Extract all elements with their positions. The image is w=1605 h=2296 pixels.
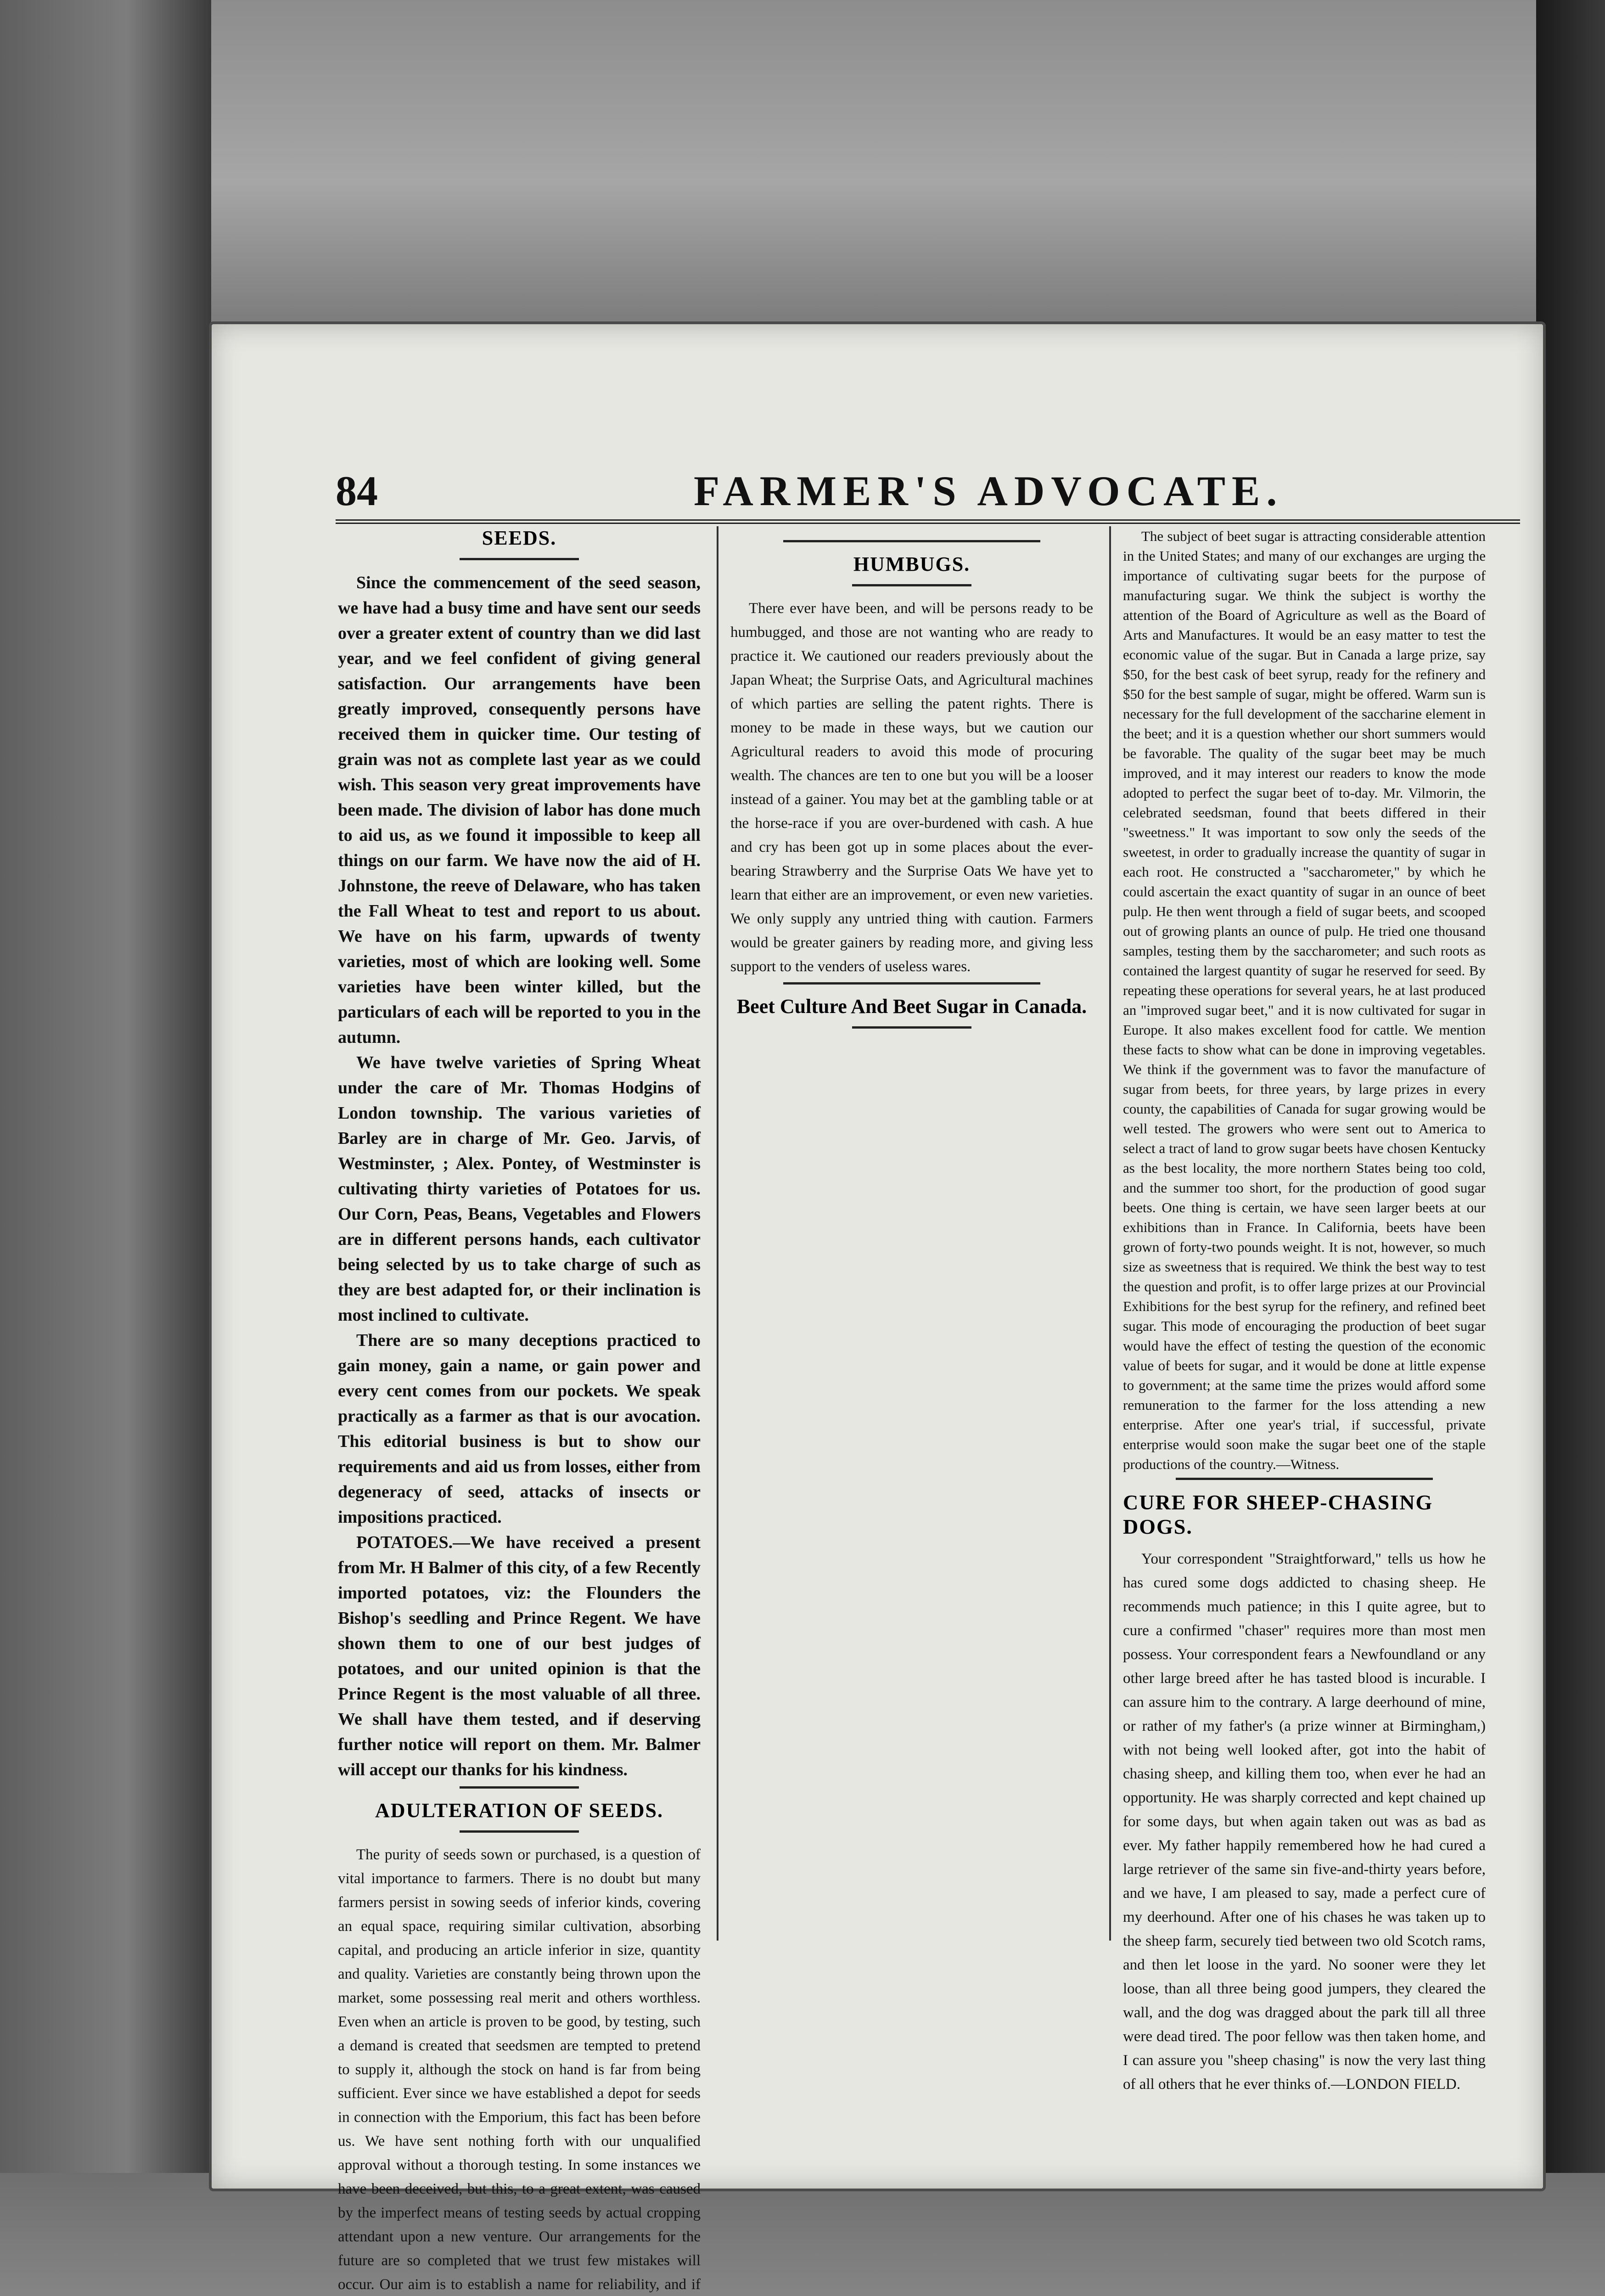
seeds-paragraph-1: Since the commencement of the seed season, we have had a busy time and have sent our seeds over a greater extent of country than we did last year, and we feel confident of giving general satisfaction. Our arrangements have been greatly improved, consequently persons have received them in quicker time. Our testing of grain was not as complete last year as we could wish. This season very great improvements have been made. The division of labor has done much to aid us, as we found it impossible to keep all things on our farm. We have now the aid of H. Johnstone, the reeve of Delaware, who has taken the Fall Wheat to test and report to us about. We have on his farm, upwards of twenty varieties, most of which are looking well. Some varieties have been winter killed, but the particulars of each will be reported to you in the autumn. <box>338 573 701 1047</box>
section-ornament <box>783 540 1040 542</box>
spacer <box>730 526 1093 536</box>
heading-ornament <box>460 1830 579 1833</box>
cure-paragraph: Your correspondent "Straightforward," tells us how he has cured some dogs addicted to chasing sheep. He recommends much patience; in this I quite agree, but to cure a confirmed "chaser" requires more than most men possess. Your correspondent fears a Newfoundland or any other large breed after he has tasted blood is incurable. I can assure him to the contrary. A large deerhound of mine, or rather of my father's (a prize winner at Birmingham,) with not being well looked after, got into the habit of chasing sheep, and killing them too, when ever he had an opportunity. He was sharply corrected and kept chained up for some days, but when again taken out was as bad as ever. My father happily remembered how he had cured a large retriever of the same sin five-and-thirty years before, and we have, I am pleased to say, made a perfect cure of my deerhound. After one of his chases he was taken up to the sheep farm, securely tied between two old Scotch rams, and then let loose in the yard. No sooner were they let loose, than all three being good jumpers, they cleared the wall, and the dog was dragged about the park till all three were dead tired. The poor fellow was then taken home, and I can assure you "sheep chasing" is now the very last thing of all others that he ever thinks of.—LONDON FIELD. <box>1123 1551 1486 2093</box>
humbugs-heading: HUMBUGS. <box>853 553 971 575</box>
column-2 <box>730 526 1093 1039</box>
seeds-heading: SEEDS. <box>482 527 557 549</box>
masthead <box>336 467 1520 517</box>
beet-paragraph: The subject of beet sugar is attracting considerable attention in the United States; and many of our exchanges are urging the importance of cultivating sugar beets for the purpose of manufacturing sugar. We think the subject is worthy the attention of the Board of Agriculture as well as the Board of Arts and Manufactures. It would be an easy matter to test the economic value of the sugar. But in Canada a large prize, say $50, for the best cask of beet syrup, ready for the refinery and $50 for the best sample of sugar, might be offered. Warm sun is necessary for the full development of the saccharine element in the beet; and it is a question whether our short summers would be favorable. The quality of the sugar beet may be much improved, and it may interest our readers to know the mode adopted to perfect the sugar beet of to-day. Mr. Vilmorin, the celebrated seedsman, found that beets differed in their "sweetness." It was important to sow only the seeds of the sweetest, in order to gradually increase the quantity of sugar in each root. He constructed a "saccharometer," by which he could ascertain the exact quantity of sugar in an ounce of beet pulp. He then went through a field of sugar beets, and scooped out of growing plants an ounce of pulp. He tried one thousand samples, testing them by the saccharometer; and such roots as contained the largest quantity of sugar he reserved for seed. By repeating these operations for several years, he at last produced an "improved sugar beet," and it is now cultivated for sugar in Europe. It also makes excellent food for cattle. We mention these facts to show what can be done in improving vegetables. We think if the government was to favor the manufacture of sugar from beets, for three years, by large prizes in every county, the capabilities of Canada for sugar growing would be well tested. The growers who were sent out to America to select a tract of land to grow sugar beets have chosen Kentucky as the best locality, the more northern States being too cold, and the summer too short, for the production of good sugar beets. One thing is certain, we have seen larger beets at our exhibitions than in France. In California, beets have been grown of forty-two pounds weight. It is not, however, so much size as sweetness that is required. We think the best way to test the question and profit, is to offer large prizes at our Provincial Exhibitions for the best syrup for the refinery, and refined beet sugar. This mode of encouraging the production of beet sugar would have the effect of testing the question of the economic value of beets for sugar, and it would be done at little expense to government; at the same time the prizes would afford some remuneration to the farmer for the loss attending a new enterprise. After one year's trial, if successful, private enterprise would soon make the sugar beet one of the staple productions of the country.—Witness. <box>1123 528 1486 1472</box>
adulteration-paragraph: The purity of seeds sown or purchased, is a question of vital importance to farmers. There is no doubt but many farmers persist in sowing seeds of inferior kinds, covering an equal space, requiring similar cultivation, absorbing capital, and producing an article inferior in size, quantity and quality. Varieties are constantly being thrown upon the market, some possessing real merit and others worthless. Even when an article is proven to be good, by testing, such a demand is created that seedsmen are tempted to pretend to supply it, although the stock on hand is far from being sufficient. Ever since we have established a depot for seeds in connection with the Emporium, this fact has been before us. We have sent nothing forth with our unqualified approval without a thorough testing. In some instances we have been deceived, but this, to a great extent, was caused by the imperfect means of testing seeds by actual cropping attendant upon a new venture. Our arrangements for the future are so completed that we trust few mistakes will occur. Our aim is to establish a name for reliability, and if <box>338 1846 701 2293</box>
cure-heading: CURE FOR SHEEP-CHASING DOGS. <box>1123 1491 1433 1538</box>
scan-backdrop-right <box>1536 0 1605 2296</box>
scan-backdrop-left <box>0 0 211 2296</box>
adulteration-heading: ADULTERATION OF SEEDS. <box>375 1799 663 1822</box>
beet-heading: Beet Culture And Beet Sugar in Canada. <box>736 995 1087 1018</box>
seeds-paragraph-4: POTATOES.—We have received a present from Mr. H Balmer of this city, of a few Recently imported potatoes, viz: the Flounders the Bishop's seedling and Prince Regent. We have shown them to one of our best judges of potatoes, and our united opinion is that the Prince Regent is the most valuable of all three. We shall have them tested, and if deserving further notice will report on them. Mr. Balmer will accept our thanks for his kindness. <box>338 1533 701 1779</box>
seeds-paragraph-2: We have twelve varieties of Spring Wheat under the care of Mr. Thomas Hodgins of London township. The various varieties of Barley are in charge of Mr. Geo. Jarvis, of Westminster, ; Alex. Pontey, of Westminster is cultivating thirty varieties of Potatoes for us. Our Corn, Peas, Beans, Vegetables and Flowers are in different persons hands, each cultivator being selected by us to take charge of such as they are best adapted for, or their inclination is most inclined to cultivate. <box>338 1053 701 1325</box>
column-divider <box>1109 526 1111 1941</box>
section-ornament <box>783 982 1040 985</box>
scan-backdrop-bottom <box>0 2173 1605 2296</box>
section-ornament <box>460 1786 579 1789</box>
newspaper-title: FARMER'S ADVOCATE. <box>694 467 1284 514</box>
heading-ornament <box>852 584 971 586</box>
column-divider <box>717 526 718 1941</box>
seeds-paragraph-3: There are so many deceptions practiced to gain money, gain a name, or gain power and every cent comes from our pockets. We speak practically as a farmer as that is our avocation. This editorial business is but to show our requirements and aid us from losses, either from degeneracy of seed, attacks of insects or impositions practiced. <box>338 1331 701 1527</box>
heading-ornament <box>460 558 579 560</box>
column-3 <box>1123 526 1486 2096</box>
column-1 <box>338 526 701 2296</box>
scan-backdrop-top <box>0 0 1605 331</box>
humbugs-paragraph: There ever have been, and will be persons ready to be humbugged, and those are not wanting who are ready to practice it. We cautioned our readers previously about the Japan Wheat; the Surprise Oats, and Agricultural machines of which parties are selling the patent rights. There is money to be made in these ways, but we caution our Agricultural readers to avoid this mode of procuring wealth. The chances are ten to one but you will be a looser instead of a gainer. You may bet at the gambling table or at the horse-race if you are over-burdened with cash. A hue and cry has been got up in some places about the ever-bearing Strawberry and the Surprise Oats We have yet to learn that either are an improvement, or even new varieties. We only supply any untried thing with caution. Farmers would be greater gainers by reading more, and giving less support to the venders of useless wares. <box>730 600 1093 975</box>
masthead-rule <box>336 519 1520 524</box>
page-number: 84 <box>336 467 378 514</box>
heading-ornament <box>852 1026 971 1029</box>
newspaper-page <box>209 321 1546 2293</box>
section-ornament <box>1176 1478 1433 1480</box>
